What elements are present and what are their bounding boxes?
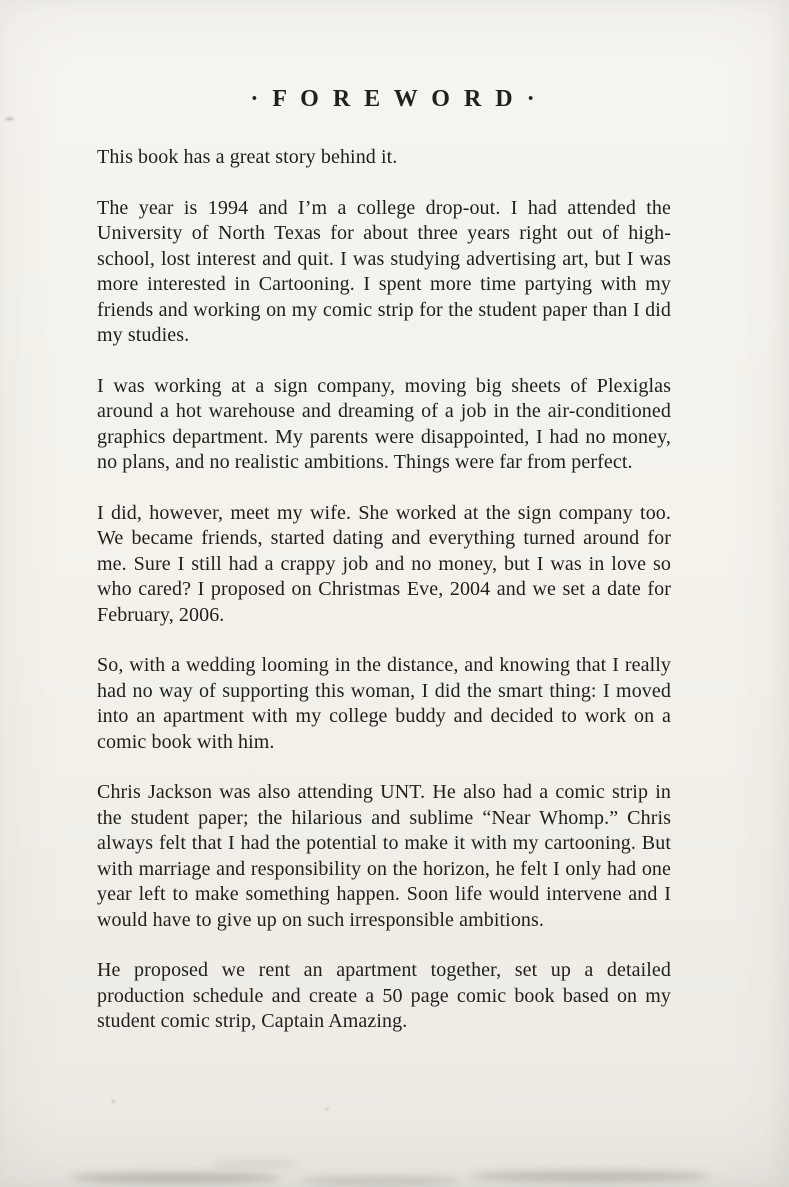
foreword-text (97, 145, 671, 1035)
paragraph: The year is 1994 and I’m a college drop-out. I had attended the University of North Texas for about three years right out of high-school, lost interest and quit. I was studying advertising art, but I was more interested in Cartooning. I spent more time partying with my friends and working on my comic strip for the student paper than I did my studies. (97, 196, 671, 346)
scan-artifact (112, 1100, 115, 1103)
scan-artifact (470, 1171, 710, 1182)
paragraph: This book has a great story behind it. (97, 146, 398, 168)
paragraph: I was working at a sign company, moving big sheets of Plexiglas around a hot warehouse and dreaming of a job in the air-conditioned graphics department. My parents were disappointed, I had no money, no plans, and no realistic ambitions. Things were far from perfect. (97, 374, 671, 473)
paragraph: He proposed we rent an apartment together, set up a detailed production schedule and create a 50 page comic book based on my student comic strip, Captain Amazing. (97, 959, 671, 1032)
scan-artifact (210, 1161, 300, 1167)
scan-artifact (70, 1173, 280, 1183)
scan-artifact (300, 1177, 460, 1185)
paragraph: Chris Jackson was also attending UNT. He also had a comic strip in the student paper; the hilarious and sublime “Near Whomp.” Chris always felt that I had the potential to make it with my cartooning. But with marriage and responsibility on the horizon, he felt I only had one year left to make something happen. Soon life would intervene and I would have to give up on such irresponsible ambitions. (97, 781, 671, 931)
paragraph: So, with a wedding looming in the distance, and knowing that I really had no way of supporting this woman, I did the smart thing: I moved into an apartment with my college buddy and decided to work on a comic book with him. (97, 654, 671, 753)
page-title: · F O R E W O R D · (250, 86, 539, 112)
paragraph: I did, however, meet my wife. She worked at the sign company too. We became friends, started dating and everything turned around for me. Sure I still had a crappy job and no money, but I was in love so who cared? I proposed on Christmas Eve, 2004 and we set a date for February, 2006. (97, 501, 671, 626)
scan-artifact (6, 118, 13, 120)
scan-artifact (325, 1108, 329, 1110)
